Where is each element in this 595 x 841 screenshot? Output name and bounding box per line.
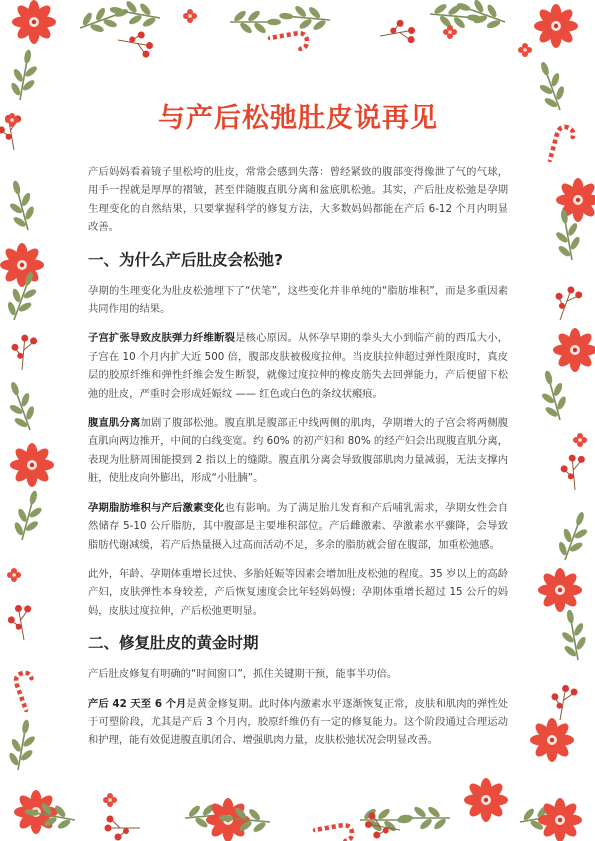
section2-paragraph-1: 产后肚皮修复有明确的“时间窗口”，抓住关键期干预，能事半功倍。 [88,668,398,681]
article [88,96,508,761]
page-title: 与产后松弛肚皮说再见 [158,103,438,134]
section1-paragraph-5: 此外，年龄、孕期体重增长过快、多胎妊娠等因素会增加肚皮松弛的程度。35 岁以上的高龄产妇，皮肤弹性本身较差，产后恢复速度会比年轻妈妈慢；孕期体重增长超过 15 公斤的妈妈，皮肤过度拉伸，产后松弛更明显。 [88,567,508,617]
intro-paragraph: 产后妈妈看着镜子里松垮的肚皮，常常会感到失落：曾经紧致的腹部变得像泄了气的气球，用手一捏就是厚厚的褶皱，甚至伴随腹直肌分离和盆底肌松弛。其实，产后肚皮松弛是孕期生理变化的自然结果，只要掌握科学的修复方法，大多数妈妈都能在产后 6-12 个月内明显改善。 [88,166,508,234]
section1-paragraph-3: 腹直肌分离加剧了腹部松弛。腹直肌是腹部正中线两侧的肌肉，孕期增大的子宫会将两侧腹直肌向两边推开，中间的白线变宽。约 60% 的初产妇和 80% 的经产妇会出现腹直肌分离，表现为肚脐周围能摸到 2 指以上的缝隙。腹直肌分离会导致腹部肌肉力量减弱，无法支撑内脏，使肚皮向外膨出，形成“小肚腩”。 [88,417,509,485]
key-point-fat-hormone: 孕期脂肪堆积与产后激素变化 [88,501,225,514]
section-heading-1: 一、为什么产后肚皮会松弛? [88,250,283,269]
section2-paragraph-2: 产后 42 天至 6 个月是黄金修复期。此时体内激素水平逐渐恢复正常，皮肤和肌肉的弹性处于可塑阶段，尤其是产后 3 个月内，胶原纤维仍有一定的修复能力。这个阶段通过合理运动和护理，能有效促进腹直肌闭合、增强肌肉力量，皮肤松弛状况会明显改善。 [88,697,509,747]
key-point-diastasis: 腹直肌分离 [88,417,141,430]
section-heading-2: 二、修复肚皮的黄金时期 [88,634,259,653]
section1-paragraph-2: 子宫扩张导致皮肤弹力纤维断裂是核心原因。从怀孕早期的拳头大小到临产前的西瓜大小，子宫在 10 个月内扩大近 500 倍，腹部皮肤被极度拉伸。当皮肤拉伸超过弹性限度时，真皮层的胶原纤维和弹性纤维会发生断裂，就像过度拉伸的橡皮筋失去回弹能力，产后便留下松弛的肚皮，严重时会形成妊娠纹 —— 红色或白色的条纹状瘢痕。 [88,332,509,400]
section1-paragraph-1: 孕期的生理变化为肚皮松弛埋下了“伏笔”，这些变化并非单纯的“脂肪堆积”，而是多重因素共同作用的结果。 [88,284,508,316]
section1-paragraph-4: 孕期脂肪堆积与产后激素变化也有影响。为了满足胎儿发育和产后哺乳需求，孕期女性会自然储存 5-10 公斤脂肪，其中腹部是主要堆积部位。产后雌激素、孕激素水平骤降，会导致脂肪代谢减缓，若产后热量摄入过高而活动不足，多余的脂肪就会留在腹部，加重松弛感。 [88,501,509,551]
key-point-uterus: 子宫扩张导致皮肤弹力纤维断裂 [88,332,236,345]
key-point-golden-period: 产后 42 天至 6 个月 [88,697,187,710]
